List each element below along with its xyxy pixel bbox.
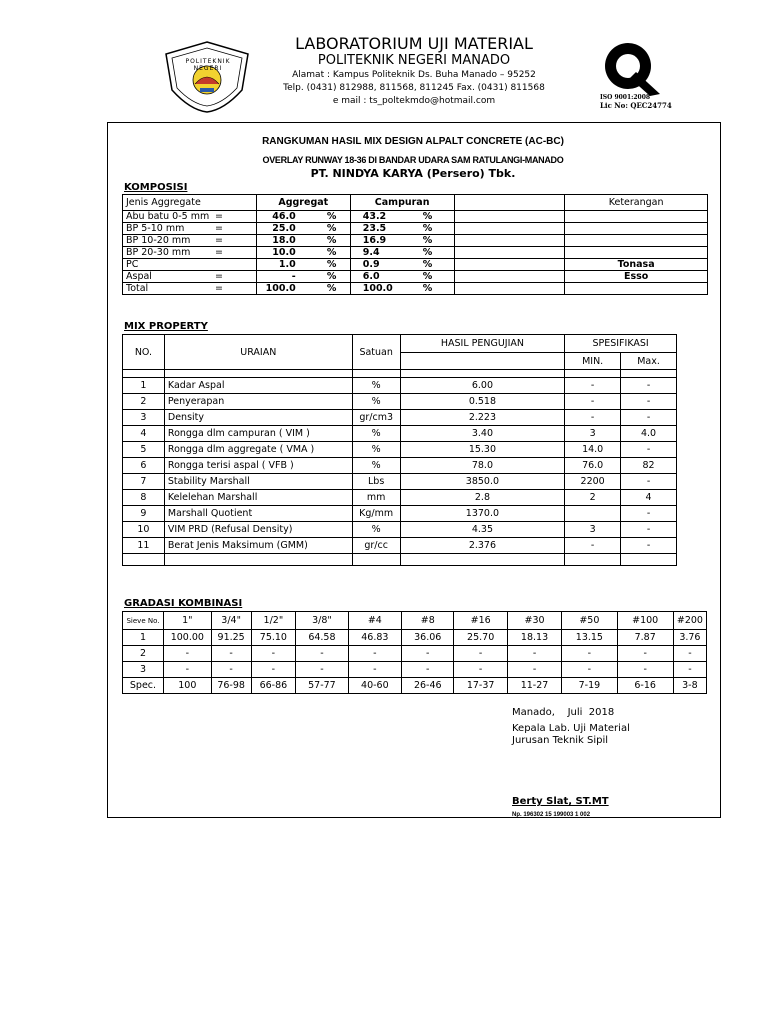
mix-property-row: [123, 522, 677, 538]
lab-title: LABORATORIUM UJI MATERIAL: [295, 34, 533, 53]
row-min: 2: [565, 490, 621, 506]
keterangan-cell: [565, 283, 708, 295]
komposisi-empty-cell: [454, 235, 565, 247]
gradasi-row: [123, 662, 707, 678]
gradasi-value: 13.15: [562, 630, 617, 646]
col-no: NO.: [123, 335, 165, 370]
aggregate-name: Aspal: [126, 271, 152, 282]
col-campuran: Campuran: [350, 195, 454, 211]
row-uraian: Stability Marshall: [164, 474, 352, 490]
gradasi-value: -: [296, 662, 348, 678]
gradasi-value: -: [617, 662, 673, 678]
row-satuan: %: [352, 426, 400, 442]
campuran-value: 16.9: [362, 235, 387, 246]
row-no: 4: [123, 426, 165, 442]
gradasi-value: -: [402, 662, 454, 678]
signature-role-1: Kepala Lab. Uji Material: [512, 723, 630, 734]
mix-property-table: [122, 334, 677, 566]
row-max: -: [621, 474, 677, 490]
gradasi-value: -: [617, 646, 673, 662]
row-satuan: %: [352, 458, 400, 474]
equals-sign: =: [215, 211, 223, 222]
komposisi-row: [123, 211, 708, 223]
hasil-sub-empty: [400, 353, 565, 370]
keterangan-cell: Tonasa: [565, 259, 708, 271]
sieve-header: #16: [454, 612, 507, 630]
sieve-header: #4: [348, 612, 401, 630]
mix-property-heading: MIX PROPERTY: [124, 321, 208, 332]
gradasi-value: -: [251, 646, 296, 662]
row-no: 3: [123, 410, 165, 426]
gradasi-value: 7-19: [562, 678, 617, 694]
company-name: PT. NINDYA KARYA (Persero) Tbk.: [310, 167, 516, 180]
col-aggregat: Aggregat: [256, 195, 350, 211]
address: Alamat : Kampus Politeknik Ds. Buha Manado – 95252: [292, 70, 536, 80]
row-uraian: Kadar Aspal: [164, 378, 352, 394]
gradasi-value: 3.76: [673, 630, 706, 646]
gradasi-row-label: 2: [123, 646, 164, 662]
row-min: -: [565, 410, 621, 426]
row-max: -: [621, 378, 677, 394]
mix-property-row: [123, 442, 677, 458]
aggregat-pct: %: [326, 283, 337, 294]
gradasi-value: -: [673, 662, 706, 678]
row-no: 9: [123, 506, 165, 522]
campuran-pct: %: [422, 259, 433, 270]
aggregat-cell: [256, 271, 350, 283]
row-satuan: %: [352, 394, 400, 410]
komposisi-row: [123, 223, 708, 235]
col-keterangan: Keterangan: [565, 195, 708, 211]
komposisi-row: [123, 283, 708, 295]
gradasi-value: -: [454, 662, 507, 678]
aggregat-cell: [256, 223, 350, 235]
gradasi-value: -: [348, 662, 401, 678]
sieve-header: #30: [507, 612, 561, 630]
row-no: 10: [123, 522, 165, 538]
aggregat-cell: [256, 235, 350, 247]
aggregat-pct: %: [326, 235, 337, 246]
komposisi-name-cell: [123, 259, 257, 271]
campuran-value: 23.5: [362, 223, 387, 234]
row-satuan: Kg/mm: [352, 506, 400, 522]
komposisi-name-cell: [123, 271, 257, 283]
phone: Telp. (0431) 812988, 811568, 811245 Fax. (0431) 811568: [283, 83, 545, 93]
campuran-cell: [350, 283, 454, 295]
campuran-pct: %: [422, 271, 433, 282]
row-max: -: [621, 522, 677, 538]
campuran-cell: [350, 211, 454, 223]
sieve-header: #100: [617, 612, 673, 630]
row-max: -: [621, 538, 677, 554]
komposisi-empty-cell: [454, 283, 565, 295]
iso-line2: Lic No: QEC24774: [600, 101, 672, 110]
row-satuan: mm: [352, 490, 400, 506]
row-no: 8: [123, 490, 165, 506]
mix-property-row: [123, 490, 677, 506]
aggregat-pct: %: [326, 211, 337, 222]
campuran-cell: [350, 223, 454, 235]
sieve-header: 3/8": [296, 612, 348, 630]
row-no: 7: [123, 474, 165, 490]
row-hasil: 3.40: [400, 426, 565, 442]
aggregat-value: 25.0: [272, 223, 296, 234]
mix-property-row: [123, 378, 677, 394]
gradasi-value: -: [211, 662, 251, 678]
keterangan-cell: [565, 223, 708, 235]
row-hasil: 3850.0: [400, 474, 565, 490]
gradasi-value: 3-8: [673, 678, 706, 694]
row-uraian: Rongga terisi aspal ( VFB ): [164, 458, 352, 474]
row-hasil: 6.00: [400, 378, 565, 394]
row-uraian: Berat Jenis Maksimum (GMM): [164, 538, 352, 554]
komposisi-row: [123, 259, 708, 271]
campuran-cell: [350, 247, 454, 259]
gradasi-row-label: 1: [123, 630, 164, 646]
komposisi-empty-cell: [454, 271, 565, 283]
gradasi-value: 17-37: [454, 678, 507, 694]
sieve-header: #8: [402, 612, 454, 630]
report-subtitle: OVERLAY RUNWAY 18-36 DI BANDAR UDARA SAM RATULANGI-MANADO: [262, 155, 564, 165]
campuran-cell: [350, 271, 454, 283]
aggregate-name: Abu batu 0-5 mm: [126, 211, 210, 222]
komposisi-name-cell: [123, 235, 257, 247]
komposisi-heading: KOMPOSISI: [124, 182, 188, 193]
gradasi-value: 76-98: [211, 678, 251, 694]
email: e mail : ts_poltekmdo@hotmail.com: [332, 96, 496, 106]
row-uraian: Marshall Quotient: [164, 506, 352, 522]
sieve-header: #50: [562, 612, 617, 630]
col-hasil-pengujian: HASIL PENGUJIAN: [400, 335, 565, 353]
col-spesifikasi: SPESIFIKASI: [565, 335, 677, 353]
komposisi-empty-cell: [454, 259, 565, 271]
gradasi-value: 6-16: [617, 678, 673, 694]
keterangan-cell: [565, 211, 708, 223]
komposisi-empty-cell: [454, 211, 565, 223]
col-min: MIN.: [565, 353, 621, 370]
row-no: 11: [123, 538, 165, 554]
aggregat-value: 100.0: [265, 283, 296, 294]
aggregate-name: BP 20-30 mm: [126, 247, 191, 258]
gradasi-row: [123, 678, 707, 694]
signatory-name: Berty Slat, ST.MT: [512, 796, 609, 807]
equals-sign: =: [215, 283, 223, 294]
komposisi-empty-cell: [454, 247, 565, 259]
row-max: -: [621, 394, 677, 410]
col-empty: [454, 195, 565, 211]
sieve-no-label: Sieve No.: [123, 612, 164, 630]
row-max: -: [621, 442, 677, 458]
gradasi-value: -: [296, 646, 348, 662]
row-max: -: [621, 506, 677, 522]
row-min: -: [565, 378, 621, 394]
gradasi-value: 100: [163, 678, 211, 694]
komposisi-name-cell: [123, 283, 257, 295]
row-uraian: Density: [164, 410, 352, 426]
komposisi-empty-cell: [454, 223, 565, 235]
mix-property-row: [123, 506, 677, 522]
row-hasil: 0.518: [400, 394, 565, 410]
gradasi-value: -: [507, 662, 561, 678]
aggregat-cell: [256, 211, 350, 223]
aggregat-cell: [256, 247, 350, 259]
gradasi-row: [123, 630, 707, 646]
signatory-nip: Np. 196302 15 199003 1 002: [512, 812, 591, 818]
campuran-pct: %: [422, 211, 433, 222]
sieve-header: 1/2": [251, 612, 296, 630]
equals-sign: =: [215, 223, 223, 234]
aggregat-pct: %: [326, 247, 337, 258]
row-max: 82: [621, 458, 677, 474]
aggregat-value: 1.0: [278, 259, 296, 270]
gradasi-value: -: [402, 646, 454, 662]
place-date: Manado, Juli 2018: [512, 707, 615, 718]
mix-property-row: [123, 394, 677, 410]
row-satuan: gr/cm3: [352, 410, 400, 426]
gradasi-value: -: [251, 662, 296, 678]
row-no: 2: [123, 394, 165, 410]
report-title: RANGKUMAN HASIL MIX DESIGN ALPALT CONCRETE (AC-BC): [262, 136, 564, 147]
gradasi-heading: GRADASI KOMBINASI: [124, 598, 243, 609]
komposisi-row: [123, 247, 708, 259]
row-max: 4.0: [621, 426, 677, 442]
komposisi-name-cell: [123, 247, 257, 259]
mix-property-row: [123, 538, 677, 554]
aggregate-name: PC: [126, 259, 139, 270]
equals-sign: =: [215, 235, 223, 246]
keterangan-cell: [565, 235, 708, 247]
gradasi-value: -: [348, 646, 401, 662]
equals-sign: =: [215, 247, 223, 258]
campuran-pct: %: [422, 283, 433, 294]
aggregate-name: Total: [126, 283, 149, 294]
gradasi-value: -: [163, 646, 211, 662]
gradasi-row-label: 3: [123, 662, 164, 678]
aggregat-cell: [256, 259, 350, 271]
gradasi-value: -: [211, 646, 251, 662]
komposisi-name-cell: [123, 211, 257, 223]
iso-line1: ISO 9001:2008: [600, 94, 651, 101]
komposisi-row: [123, 235, 708, 247]
row-hasil: 2.376: [400, 538, 565, 554]
row-hasil: 2.223: [400, 410, 565, 426]
gradasi-value: 25.70: [454, 630, 507, 646]
gradasi-value: 18.13: [507, 630, 561, 646]
campuran-value: 43.2: [362, 211, 387, 222]
gradasi-value: 64.58: [296, 630, 348, 646]
mix-property-row: [123, 458, 677, 474]
row-no: 6: [123, 458, 165, 474]
row-uraian: VIM PRD (Refusal Density): [164, 522, 352, 538]
gradasi-value: 26-46: [402, 678, 454, 694]
gradasi-row-label: Spec.: [123, 678, 164, 694]
mix-property-row: [123, 474, 677, 490]
row-min: -: [565, 538, 621, 554]
row-min: 14.0: [565, 442, 621, 458]
col-uraian: URAIAN: [164, 335, 352, 370]
gradasi-value: 36.06: [402, 630, 454, 646]
col-max: Max.: [621, 353, 677, 370]
sieve-header: 3/4": [211, 612, 251, 630]
row-no: 5: [123, 442, 165, 458]
gradasi-value: 75.10: [251, 630, 296, 646]
aggregat-pct: %: [326, 223, 337, 234]
row-max: 4: [621, 490, 677, 506]
komposisi-table: [122, 194, 708, 295]
row-satuan: %: [352, 522, 400, 538]
mix-property-row: [123, 410, 677, 426]
mix-property-row: [123, 426, 677, 442]
gradasi-row: [123, 646, 707, 662]
gradasi-table: [122, 611, 707, 694]
gradasi-value: -: [562, 646, 617, 662]
aggregat-pct: %: [326, 259, 337, 270]
gradasi-value: 91.25: [211, 630, 251, 646]
row-hasil: 4.35: [400, 522, 565, 538]
campuran-value: 6.0: [362, 271, 380, 282]
campuran-value: 9.4: [362, 247, 380, 258]
gradasi-value: 66-86: [251, 678, 296, 694]
row-max: -: [621, 410, 677, 426]
gradasi-value: -: [562, 662, 617, 678]
aggregat-value: 18.0: [272, 235, 296, 246]
aggregat-value: 10.0: [272, 247, 296, 258]
campuran-pct: %: [422, 223, 433, 234]
gradasi-value: 7.87: [617, 630, 673, 646]
campuran-pct: %: [422, 247, 433, 258]
row-satuan: Lbs: [352, 474, 400, 490]
gradasi-value: -: [454, 646, 507, 662]
equals-sign: =: [215, 271, 223, 282]
campuran-pct: %: [422, 235, 433, 246]
gradasi-value: -: [507, 646, 561, 662]
campuran-cell: [350, 235, 454, 247]
row-hasil: 1370.0: [400, 506, 565, 522]
aggregat-value: -: [291, 271, 296, 282]
row-min: [565, 506, 621, 522]
gradasi-value: -: [163, 662, 211, 678]
aggregat-cell: [256, 283, 350, 295]
row-hasil: 2.8: [400, 490, 565, 506]
aggregat-pct: %: [326, 271, 337, 282]
row-min: 3: [565, 426, 621, 442]
gradasi-value: 46.83: [348, 630, 401, 646]
institution-name: POLITEKNIK NEGERI MANADO: [317, 53, 511, 68]
row-hasil: 15.30: [400, 442, 565, 458]
campuran-cell: [350, 259, 454, 271]
row-uraian: Kelelehan Marshall: [164, 490, 352, 506]
col-satuan: Satuan: [352, 335, 400, 370]
logo-text: POLITEKNIK NEGERI: [185, 58, 231, 72]
keterangan-cell: [565, 247, 708, 259]
komposisi-row: [123, 271, 708, 283]
col-jenis-aggregate: Jenis Aggregate: [123, 195, 257, 211]
sieve-header: #200: [673, 612, 706, 630]
row-satuan: %: [352, 378, 400, 394]
row-min: 76.0: [565, 458, 621, 474]
row-uraian: Rongga dlm aggregate ( VMA ): [164, 442, 352, 458]
row-min: 2200: [565, 474, 621, 490]
gradasi-value: -: [673, 646, 706, 662]
row-uraian: Penyerapan: [164, 394, 352, 410]
aggregat-value: 46.0: [272, 211, 296, 222]
row-min: 3: [565, 522, 621, 538]
row-hasil: 78.0: [400, 458, 565, 474]
campuran-value: 0.9: [362, 259, 380, 270]
row-uraian: Rongga dlm campuran ( VIM ): [164, 426, 352, 442]
aggregate-name: BP 5-10 mm: [126, 223, 185, 234]
sieve-header: 1": [163, 612, 211, 630]
gradasi-value: 57-77: [296, 678, 348, 694]
gradasi-value: 40-60: [348, 678, 401, 694]
gradasi-value: 100.00: [163, 630, 211, 646]
row-min: -: [565, 394, 621, 410]
campuran-value: 100.0: [362, 283, 393, 294]
gradasi-value: 11-27: [507, 678, 561, 694]
komposisi-name-cell: [123, 223, 257, 235]
signature-role-2: Jurusan Teknik Sipil: [512, 735, 609, 746]
row-satuan: %: [352, 442, 400, 458]
aggregate-name: BP 10-20 mm: [126, 235, 191, 246]
row-no: 1: [123, 378, 165, 394]
row-satuan: gr/cc: [352, 538, 400, 554]
keterangan-cell: Esso: [565, 271, 708, 283]
